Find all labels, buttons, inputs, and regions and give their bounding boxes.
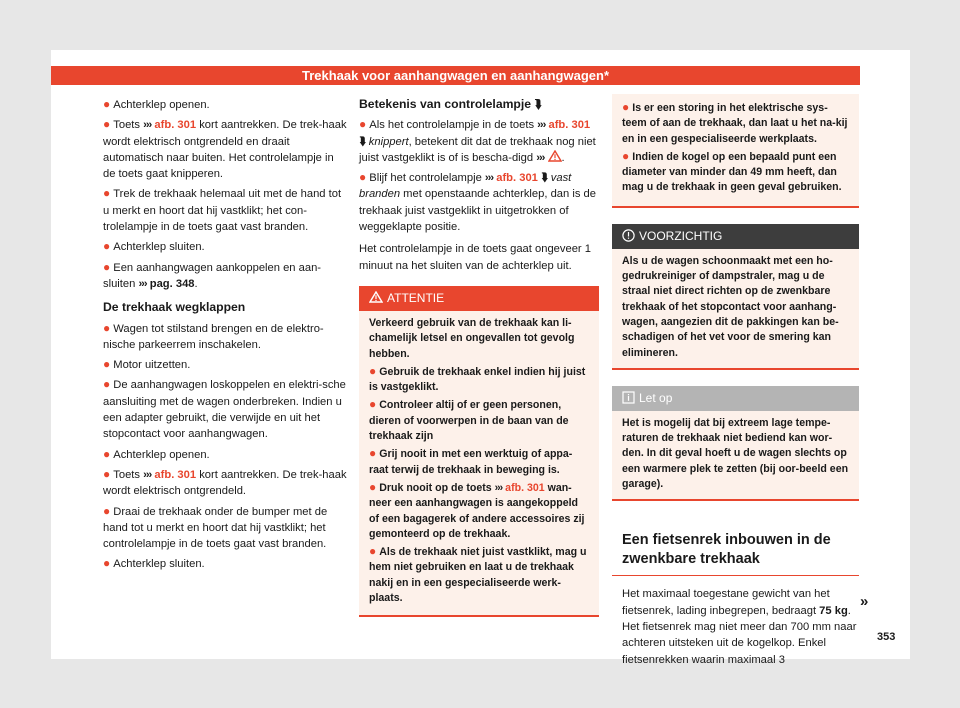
column-2 [359, 96, 599, 617]
list-item: ● Toets ››› afb. 301 kort aantrekken. De trek-haak wordt elektrisch ontgrendeld en draait automatisch naar buiten. Het controlelampje in de toets gaat knipperen. [103, 117, 347, 181]
list-item: ● Achterklep sluiten. [103, 239, 205, 254]
bullet-icon: ● [103, 97, 111, 111]
column-1 [103, 96, 348, 576]
list-item: ● Trek de trekhaak helemaal uit met de hand tot u merkt en hoort dat hij vastklikt; het con-trolelampje in de toets gaat vast branden. [103, 186, 342, 234]
bullet-icon: ● [359, 170, 367, 185]
page-header: Trekhaak voor aanhangwagen en aanhangwagen* [51, 66, 860, 85]
note-title: Let op [612, 386, 859, 411]
figure-link[interactable]: afb. 301 [496, 172, 538, 185]
subheading: De trekhaak wegklappen [103, 300, 246, 315]
bullet-icon: ● [369, 363, 377, 378]
xref-arrow: ››› [536, 151, 545, 164]
figure-link[interactable]: afb. 301 [154, 468, 197, 481]
list-item: ● Achterklep sluiten. [103, 556, 205, 571]
bullet-icon: ● [103, 320, 111, 335]
list-item: ● Is er een storing in het elektrische sys-teem of aan de trekhaak, dan laat u het na-kij en in een gespecialiseerde werkplaats. [622, 100, 848, 145]
continue-marker: » [860, 593, 869, 610]
warning-triangle-icon [369, 291, 383, 303]
paragraph: Het controlelampje in de toets gaat ongeveer 1 minuut na het sluiten van de achterklep uit. [359, 243, 591, 272]
warning-triangle-icon [548, 150, 562, 162]
info-icon [622, 391, 635, 404]
bullet-icon: ● [103, 556, 111, 571]
list-item: ● Als de trekhaak niet juist vastklikt, mag u hem niet gebruiken en laat u de trekhaak nakij en in een gespecialiseerde werk-plaats. [369, 544, 587, 605]
attention-box [359, 286, 599, 617]
bullet-icon: ● [359, 117, 367, 132]
figure-link[interactable]: afb. 301 [154, 119, 197, 132]
attention-body [359, 311, 599, 615]
list-item: ● Motor uitzetten. [103, 357, 191, 372]
trailer-lamp-icon: ⮯ [359, 135, 366, 148]
note-body: Het is mogelij dat bij extreem lage tempe-raturen de trekhaak niet bediend kan wor-den. In dit geval hoeft u de wagen slechts op een warmere plek te zetten (bij oor-beeld een garage). [622, 416, 849, 491]
list-item: ● De aanhangwagen loskoppelen en elektri-sche aansluiting met de wagen onderbreken. Indien u een adapter gebruikt, die verwijde en uit het stopcontact voor aanhangwagen. [103, 377, 346, 441]
list-item: ● Indien de kogel op een bepaald punt een diameter van minder dan 49 mm heeft, dan mag u de trekhaak in geen geval gebruiken. [622, 148, 842, 194]
bullet-icon: ● [369, 479, 377, 494]
paragraph: Het maximaal toegestane gewicht van het fietsenrek, lading inbegrepen, bedraagt 75 kg. Het fietsenrek mag niet meer dan 700 mm naar achteren uitsteken uit de kogelkop. Enkel fietsenrekken waarin maximaal 3 [622, 588, 857, 666]
bullet-icon: ● [103, 186, 111, 201]
bullet-icon: ● [103, 503, 111, 518]
caution-body: Als u de wagen schoonmaakt met een ho-gedrukreiniger of dampstraler, mag u de straal niet direct richten op de zwenkbare trekhaak of het stopcontact voor aanhang-wagen, aangezien dit de pakkingen kan be-schadigen of het vet voor de smering kan elimineren. [622, 254, 839, 359]
bullet-icon: ● [622, 148, 630, 163]
note-box [612, 386, 859, 501]
caution-title: VOORZICHTIG [612, 224, 859, 249]
bullet-icon: ● [369, 544, 377, 559]
trailer-lamp-icon: ⮯ [541, 172, 548, 185]
attention-intro: Verkeerd gebruik van de trekhaak kan li-chamelijk letsel en ongevallen tot gevolg hebben. [369, 316, 575, 360]
bullet-icon: ● [103, 239, 111, 254]
bullet-icon: ● [622, 100, 630, 114]
column-3 [612, 94, 859, 673]
xref-arrow: ››› [494, 481, 503, 494]
attention-title: ATTENTIE [359, 286, 599, 311]
bullet-icon: ● [103, 446, 111, 461]
bullet-icon: ● [369, 446, 377, 461]
figure-link[interactable]: afb. 301 [505, 481, 545, 494]
list-item: ● Wagen tot stilstand brengen en de elektro-nische parkeerrem inschakelen. [103, 320, 324, 351]
list-item: ● Draai de trekhaak onder de bumper met de hand tot u merkt en hoort dat hij vastklikt; het controlelampje in de toets gaat vast branden. [103, 503, 328, 551]
page-link[interactable]: pag. 348 [149, 277, 195, 290]
list-item: ● Achterklep openen. [103, 97, 210, 111]
xref-arrow: ››› [143, 468, 152, 481]
bullet-icon: ● [103, 466, 111, 481]
attention-continued-box [612, 94, 859, 208]
exclamation-circle-icon [622, 229, 635, 242]
list-item: ● Druk nooit op de toets ››› afb. 301 wan-neer een aanhangwagen is aangekoppeld of een bagagerek of andere accessoires zij gemonteerd op de trekhaak. [369, 479, 585, 540]
list-item: ● Gebruik de trekhaak enkel indien hij juist is vastgeklikt. [369, 363, 586, 394]
trailer-lamp-icon: ⮯ [534, 97, 542, 111]
xref-arrow: ››› [537, 119, 546, 132]
xref-arrow: ››› [484, 172, 494, 185]
list-item: ● Achterklep openen. [103, 446, 210, 461]
bullet-icon: ● [103, 117, 111, 132]
page-number: 353 [877, 631, 896, 643]
subheading: Betekenis van controlelampje ⮯ [359, 97, 542, 111]
list-item: ● Blijf het controlelampje ››› afb. 301 ⮯ vast branden met openstaande achterklep, dan is de trekhaak juist vastgeklikt in uitgetrokken of weggeklapte positie. [359, 170, 596, 234]
bullet-icon: ● [103, 377, 111, 392]
caution-box [612, 224, 859, 370]
list-item: ● Grij nooit in met een werktuig of appa-raat terwij de trekhaak in beweging is. [369, 446, 573, 476]
list-item: ● Een aanhangwagen aankoppelen en aan-sluiten ››› pag. 348. [103, 259, 322, 290]
bullet-icon: ● [103, 357, 111, 372]
list-item: ● Als het controlelampje in de toets ››› afb. 301 ⮯ knippert, betekent dit dat de trekhaak nog niet juist vastgeklikt is of is bescha-digd ››› . [359, 117, 596, 164]
section-title: Een fietsenrek inbouwen in de zwenkbare trekhaak [612, 521, 859, 576]
bullet-icon: ● [103, 259, 111, 274]
xref-arrow: ››› [138, 277, 147, 290]
figure-link[interactable]: afb. 301 [548, 119, 591, 132]
xref-arrow: ››› [143, 119, 152, 132]
list-item: ● Controleer altij of er geen personen, dieren of voorwerpen in de baan van de trekhaak zijn [369, 397, 569, 443]
bullet-icon: ● [369, 397, 377, 412]
list-item: ● Toets ››› afb. 301 kort aantrekken. De trek-haak wordt elektrisch ontgrendeld. [103, 466, 347, 498]
